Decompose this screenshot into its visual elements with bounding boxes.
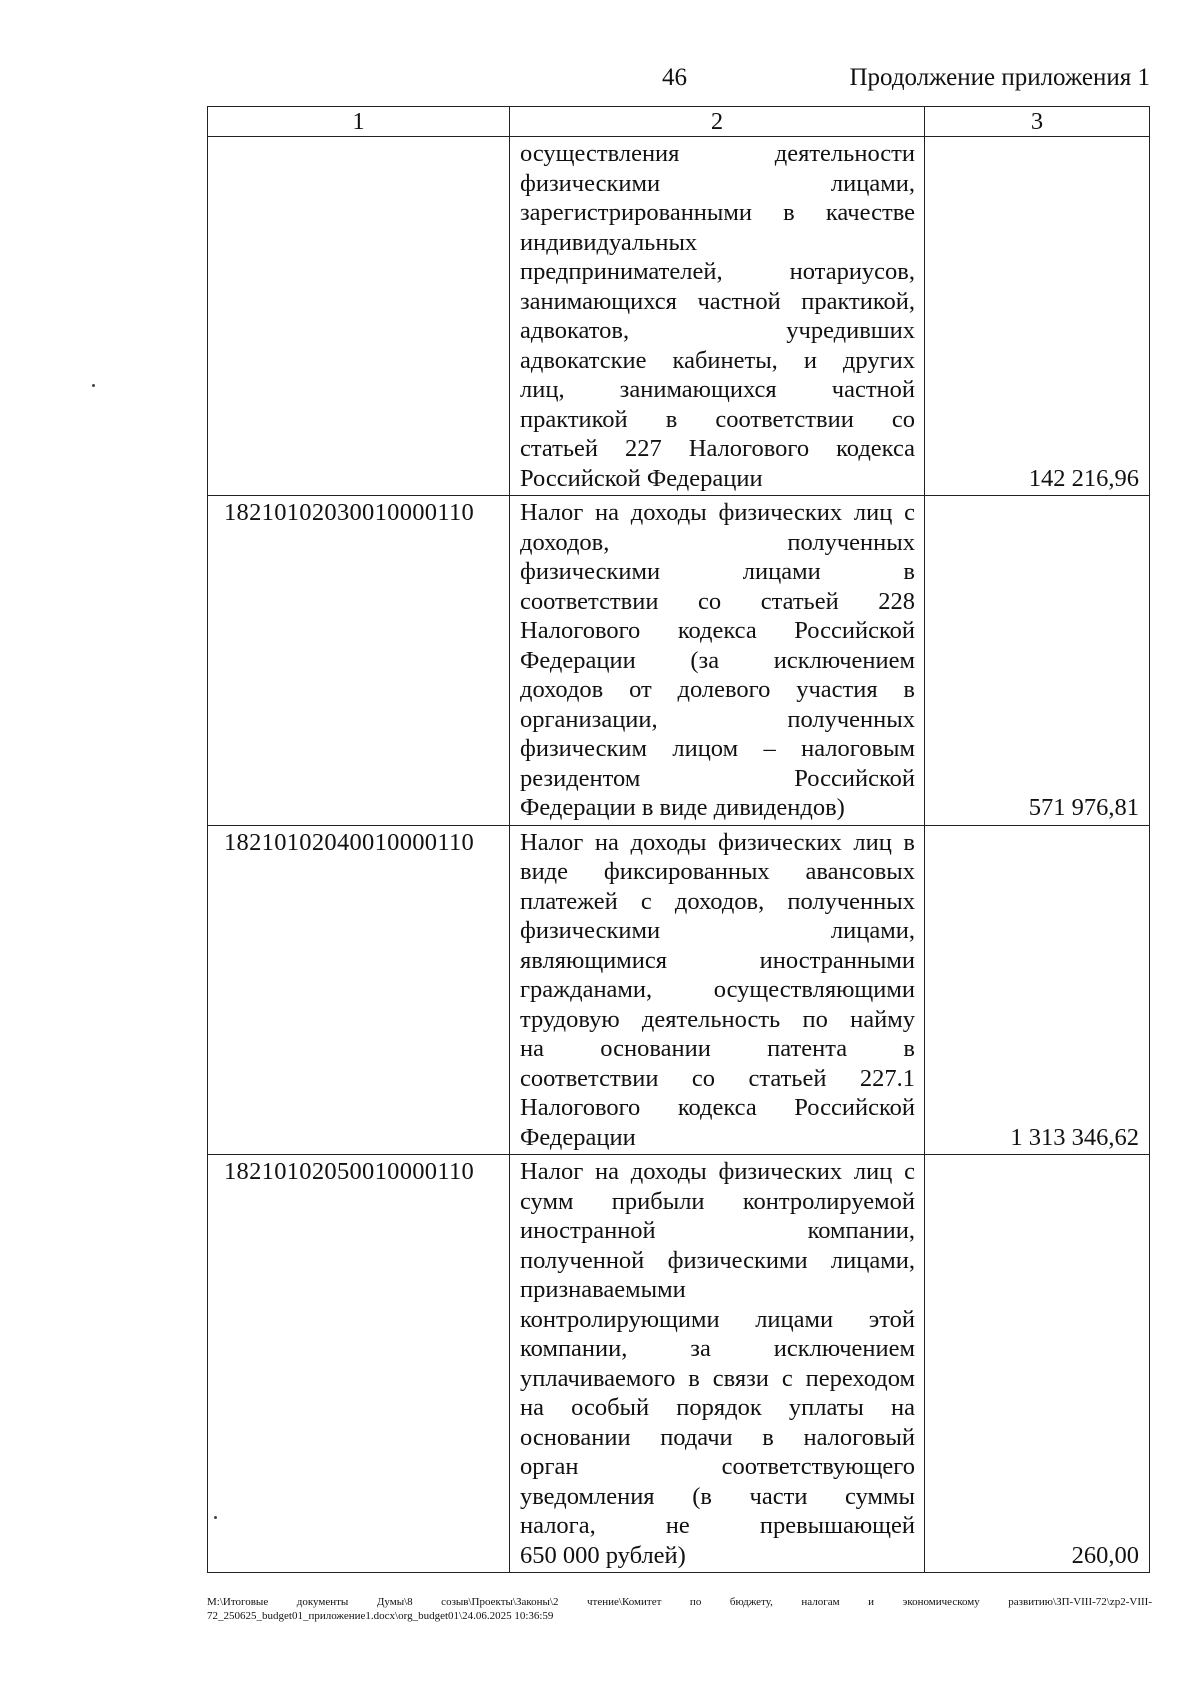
column-number: 1 [208,107,510,137]
description-line: Федерации [520,1123,636,1151]
description-line: адвокатов, учредивших [520,317,915,344]
description-line: уплачиваемого в связи с переходом [520,1364,915,1392]
description-line: занимающихся частной практикой, [520,287,915,315]
table-row [208,137,1150,496]
budget-code [208,137,510,496]
amount: 142 216,96 [925,137,1150,496]
description-line: организации, полученных [520,705,915,733]
description-line: соответствии со статьей 228 [520,587,915,615]
file-path-footer: М:\Итоговые документы Думы\8 созыв\Проекты\Законы\2 чтение\Комитет по бюджету, налогам и экономическому развитию\ЗП-VIII-72\zp2-VIII-72_250625_budget01_приложение1.docx\org_budget01\24.06.2025 10:36:59 [207,1596,1152,1622]
income-description [510,496,925,826]
amount: 571 976,81 [925,496,1150,826]
description-line: иностранной компании, [520,1217,915,1244]
description-line: практикой в соответствии со [520,405,915,433]
description-line: компании, за исключением [520,1335,915,1362]
description-line: Налог на доходы физических лиц с [520,1158,915,1185]
description-line: орган соответствующего [520,1453,915,1480]
description-line: Федерации (за исключением [520,646,915,674]
description-line: виде фиксированных авансовых [520,858,915,885]
description-line: Федерации в виде дивидендов) [520,794,845,821]
income-description [510,1155,925,1573]
scan-speck [214,1516,217,1519]
income-description [510,137,925,496]
description-line: физическими лицами, [520,917,915,944]
description-line: зарегистрированными в качестве [520,199,915,226]
description-line: гражданами, осуществляющими [520,976,915,1003]
table-row [208,496,1150,826]
table-row [208,1155,1150,1573]
amount: 1 313 346,62 [925,825,1150,1155]
description-line: признаваемыми [520,1276,686,1303]
description-line: Налог на доходы физических лиц с [520,499,915,526]
description-line: статьей 227 Налогового кодекса [520,435,915,462]
continuation-caption: Продолжение приложения 1 [849,64,1150,91]
description-line: предпринимателей, нотариусов, [520,258,915,285]
income-description [510,825,925,1155]
page-number: 46 [662,64,687,91]
description-line: являющимися иностранными [520,946,915,974]
description-line: физическим лицом – налоговым [520,735,915,762]
description-line: осуществления деятельности [520,140,915,167]
description-line: доходов, полученных [520,528,915,556]
budget-table [207,106,1150,1573]
description-line: Налогового кодекса Российской [520,1094,915,1121]
column-number: 3 [925,107,1150,137]
scan-speck [92,384,95,387]
description-line: полученной физическими лицами, [520,1246,915,1274]
description-line: Налог на доходы физических лиц в [520,828,915,856]
table-row [208,825,1150,1155]
column-number-row [208,107,1150,137]
description-line: сумм прибыли контролируемой [520,1187,915,1215]
description-line: физическими лицами в [520,558,915,585]
description-line: лиц, занимающихся частной [520,376,915,403]
description-line: резидентом Российской [520,764,915,792]
description-line: индивидуальных [520,228,698,256]
budget-code: 18210102050010000110 [208,1155,510,1573]
description-line: соответствии со статьей 227.1 [520,1064,915,1092]
amount: 260,00 [925,1155,1150,1573]
description-line: контролирующими лицами этой [520,1305,915,1333]
description-line: доходов от долевого участия в [520,676,915,703]
description-line: трудовую деятельность по найму [520,1005,915,1033]
description-line: адвокатские кабинеты, и других [520,346,915,374]
description-line: налога, не превышающей [520,1512,915,1539]
budget-code: 18210102030010000110 [208,496,510,826]
description-line: платежей с доходов, полученных [520,887,915,915]
description-line: 650 000 рублей) [520,1541,686,1569]
description-line: уведомления (в части суммы [520,1482,915,1510]
description-line: на особый порядок уплаты на [520,1394,915,1421]
description-line: физическими лицами, [520,169,915,197]
budget-code: 18210102040010000110 [208,825,510,1155]
description-line: основании подачи в налоговый [520,1423,915,1451]
column-number: 2 [510,107,925,137]
description-line: Налогового кодекса Российской [520,617,915,644]
description-line: на основании патента в [520,1035,915,1062]
description-line: Российской Федерации [520,464,763,492]
